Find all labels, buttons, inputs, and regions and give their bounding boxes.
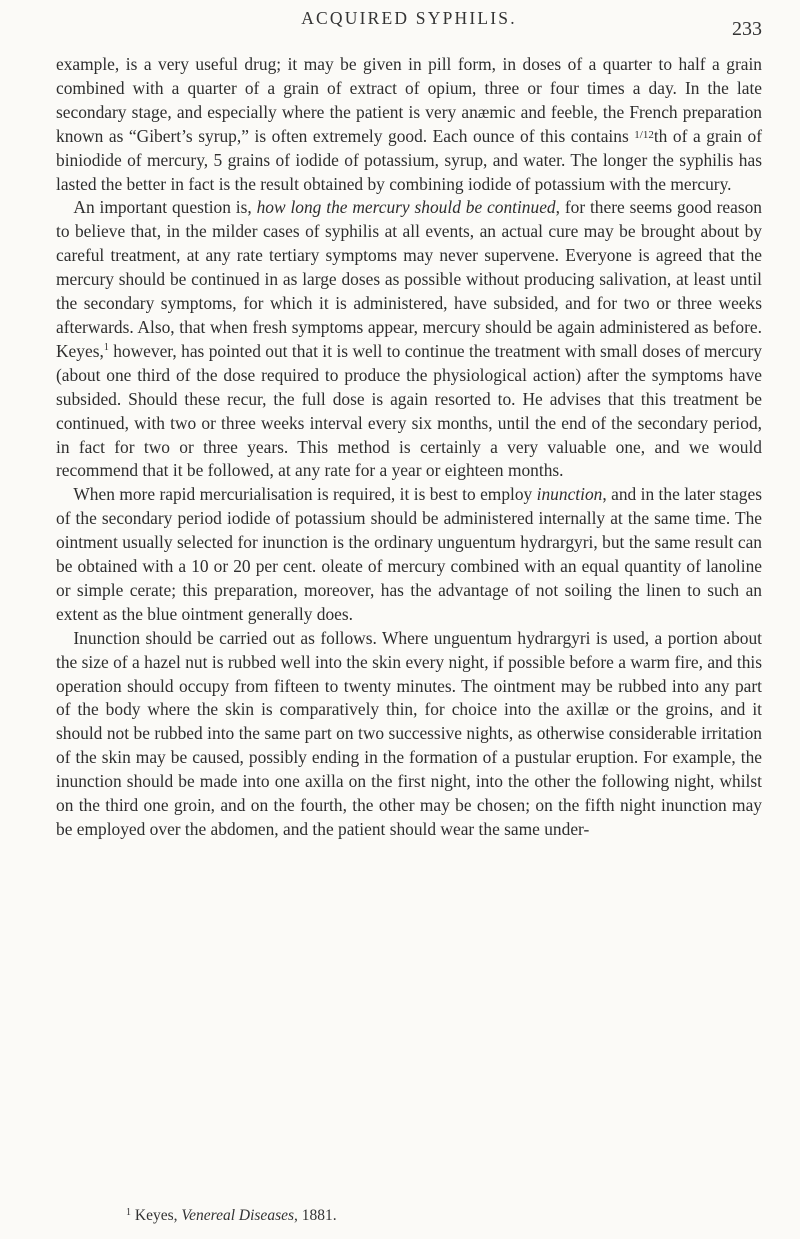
page-number: 233 <box>732 18 762 40</box>
footnote-reference[interactable]: 1 <box>103 341 109 353</box>
footnote-author: Keyes, <box>134 1207 182 1224</box>
paragraph-3-text-a: When more rapid mercurialisation is required, it is best to employ <box>73 484 537 505</box>
body-text <box>56 53 762 842</box>
paragraph-1 <box>56 53 762 196</box>
footnote-title: Venereal Diseases <box>181 1207 295 1224</box>
page-header <box>56 8 762 38</box>
fraction-one-twelfth: 1/12 <box>634 128 654 141</box>
paragraph-2-text-c: however, has pointed out that it is well to continue the treatment with small doses of mercury (about one third of the dose required to produce the physiological action) after the symptoms have subsided. Should these recur, the full dose is again resorted to. He advises that this treatment be continued, with two or three weeks interval every six months, until the end of the secondary period, in fact for two or three years. This method is certainly a very valuable one, and we would recommend that it be followed, at any rate for a year or eighteen months. <box>56 340 762 481</box>
paragraph-2-emphasis: how long the mercury should be continued <box>256 197 556 218</box>
paragraph-2-text-b: , for there seems good reason to believe that, in the milder cases of syphilis at all events, an actual cure may be brought about by careful treatment, at any rate tertiary symptoms may never supervene. Everyone is agreed that the mercury should be continued in as large doses as possible without producing salivation, at least until the secondary symptoms, for which it is administered, have subsided, and for two or three weeks afterwards. Also, that when fresh symptoms appear, mercury should be again administered as before. Keyes, <box>56 197 762 361</box>
running-head: ACQUIRED SYPHILIS. <box>301 8 517 28</box>
paragraph-1-text-a: example, is a very useful drug; it may be given in pill form, in doses of a quarter to half a grain combined with a quarter of a grain of extract of opium, three or four times a day. In the late secondary stage, and especially where the patient is very anæmic and feeble, the French preparation known as “Gibert’s syrup,” is often extremely good. Each ounce of this contains <box>56 54 762 146</box>
paragraph-4 <box>56 627 762 842</box>
footnote <box>126 1207 337 1225</box>
footnote-year: , 1881. <box>294 1207 337 1224</box>
paragraph-3-emphasis: inunction <box>536 484 603 505</box>
paragraph-3-text-b: , and in the later stages of the secondary period iodide of potassium should be administered internally at the same time. The ointment usually selected for inunction is the ordinary unguentum hydrargyri, but the same result can be obtained with a 10 or 20 per cent. oleate of mercury combined with an equal quantity of lanoline or simple cerate; this preparation, moreover, has the advantage of not soiling the linen to such an extent as the blue ointment generally does. <box>56 484 762 624</box>
paragraph-1-text-b: th of a grain of biniodide of mercury, 5 grains of iodide of potassium, syrup, and water. The longer the syphilis has lasted the better in fact is the result obtained by combining iodide of potassium with the mercury. <box>56 125 762 194</box>
paragraph-2 <box>56 196 762 483</box>
footnote-marker: 1 <box>126 1207 131 1218</box>
paragraph-3 <box>56 483 762 626</box>
paragraph-2-text-a: An important question is, <box>73 197 257 218</box>
paragraph-4-text: Inunction should be carried out as follows. Where unguentum hydrargyri is used, a portion about the size of a hazel nut is rubbed well into the skin every night, if possible before a warm fire, and this operation should occupy from fifteen to twenty minutes. The ointment may be rubbed into any part of the body where the skin is comparatively thin, for choice into the axillæ or the groins, and it should not be rubbed into the same part on two successive nights, as otherwise considerable irritation of the skin may be caused, possibly ending in the formation of a pustular eruption. For example, the inunction should be made into one axilla on the first night, into the other the following night, whilst on the third one groin, and on the fourth, the other may be chosen; on the fifth night inunction may be employed over the abdomen, and the patient should wear the same under- <box>56 627 762 839</box>
